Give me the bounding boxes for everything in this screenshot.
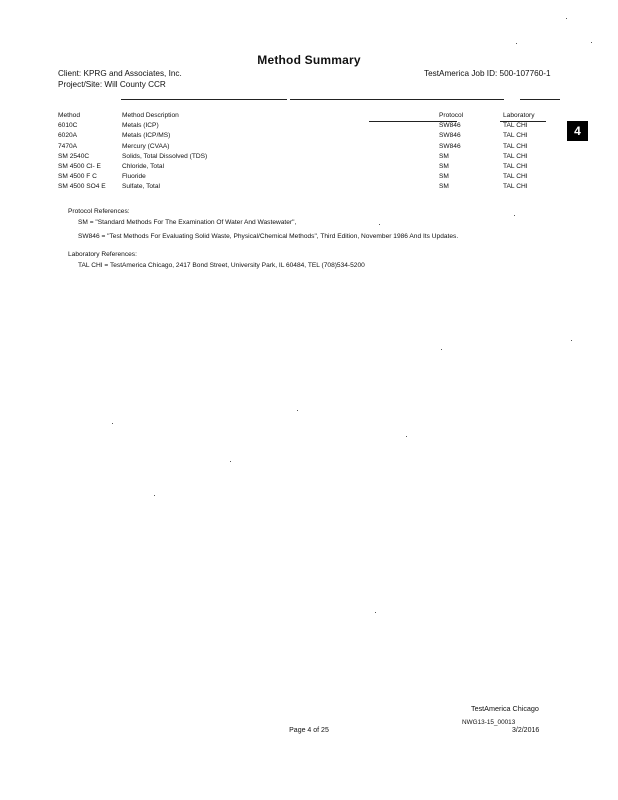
scan-speck bbox=[441, 349, 442, 350]
method-cell: SM 4500 Cl- E bbox=[58, 162, 101, 170]
table-row bbox=[58, 182, 558, 192]
footer-page-number: Page 4 of 25 bbox=[289, 727, 329, 734]
column-header-description: Method Description bbox=[122, 112, 179, 119]
scan-speck bbox=[406, 436, 407, 437]
protocol-column-underline bbox=[369, 121, 457, 122]
scan-speck bbox=[591, 42, 592, 43]
header-divider-left bbox=[121, 99, 287, 100]
table-header-row bbox=[58, 111, 558, 121]
method-cell: 6010C bbox=[58, 122, 78, 130]
table-row bbox=[58, 121, 558, 131]
scan-speck bbox=[154, 495, 155, 496]
footer-document-code: NWG13-15_00013 bbox=[462, 719, 516, 726]
scan-speck bbox=[379, 224, 380, 225]
description-cell: Fluoride bbox=[122, 173, 146, 181]
footer-date: 3/2/2016 bbox=[512, 727, 540, 734]
method-cell: 7470A bbox=[58, 142, 78, 150]
header-divider-far-right bbox=[520, 99, 560, 100]
scan-speck bbox=[375, 612, 376, 613]
method-cell: SM 4500 SO4 E bbox=[58, 183, 106, 191]
section-tab-marker: 4 bbox=[567, 121, 588, 141]
method-cell: 6020A bbox=[58, 132, 78, 140]
table-row bbox=[58, 152, 558, 162]
description-cell: Chloride, Total bbox=[122, 162, 165, 170]
column-header-method: Method bbox=[58, 112, 80, 119]
description-cell: Mercury (CVAA) bbox=[122, 142, 170, 150]
laboratory-cell: TAL CHI bbox=[503, 132, 528, 140]
column-header-protocol: Protocol bbox=[439, 112, 464, 119]
description-cell: Metals (ICP) bbox=[122, 122, 159, 130]
laboratory-reference-item: TAL CHI = TestAmerica Chicago, 2417 Bond Street, University Park, IL 60484, TEL (708)534-5200 bbox=[78, 262, 365, 269]
table-row bbox=[58, 162, 558, 172]
protocol-cell: SW846 bbox=[439, 132, 461, 140]
protocol-cell: SM bbox=[439, 173, 449, 181]
protocol-references bbox=[68, 207, 458, 242]
column-header-laboratory: Laboratory bbox=[503, 112, 535, 119]
description-cell: Solids, Total Dissolved (TDS) bbox=[122, 152, 208, 160]
laboratory-cell: TAL CHI bbox=[503, 173, 528, 181]
protocol-reference-item: SW846 = "Test Methods For Evaluating Solid Waste, Physical/Chemical Methods", Third Edition, November 1986 And Its Updates. bbox=[78, 233, 459, 240]
description-cell: Metals (ICP/MS) bbox=[122, 132, 171, 140]
laboratory-column-underline bbox=[500, 121, 546, 122]
method-summary-table bbox=[58, 111, 558, 193]
scan-speck bbox=[230, 461, 231, 462]
footer-company: TestAmerica Chicago bbox=[471, 704, 539, 713]
protocol-cell: SM bbox=[439, 152, 449, 160]
page-title: Method Summary bbox=[257, 53, 361, 67]
protocol-cell: SM bbox=[439, 162, 449, 170]
laboratory-cell: TAL CHI bbox=[503, 142, 528, 150]
header-divider-right bbox=[290, 99, 504, 100]
table-row bbox=[58, 142, 558, 152]
job-id-line: TestAmerica Job ID: 500-107760-1 bbox=[424, 69, 551, 78]
scan-speck bbox=[514, 215, 515, 216]
method-cell: SM 2540C bbox=[58, 152, 90, 160]
scan-speck bbox=[571, 340, 572, 341]
laboratory-cell: TAL CHI bbox=[503, 183, 528, 191]
scan-speck bbox=[112, 423, 113, 424]
protocol-cell: SW846 bbox=[439, 142, 461, 150]
laboratory-cell: TAL CHI bbox=[503, 162, 528, 170]
laboratory-cell: TAL CHI bbox=[503, 152, 528, 160]
laboratory-cell: TAL CHI bbox=[503, 122, 528, 130]
client-line: Client: KPRG and Associates, Inc. bbox=[58, 69, 182, 78]
protocol-reference-item: SM = "Standard Methods For The Examination Of Water And Wastewater", bbox=[78, 219, 297, 226]
scan-speck bbox=[566, 18, 567, 19]
scan-speck bbox=[297, 410, 298, 411]
reference-spacer bbox=[68, 228, 458, 231]
protocol-cell: SM bbox=[439, 183, 449, 191]
project-site-line: Project/Site: Will County CCR bbox=[58, 80, 166, 89]
table-row bbox=[58, 172, 558, 182]
description-cell: Sulfate, Total bbox=[122, 183, 161, 191]
laboratory-references bbox=[68, 250, 365, 271]
protocol-references-heading: Protocol References: bbox=[68, 208, 130, 215]
method-cell: SM 4500 F C bbox=[58, 173, 97, 181]
scan-speck bbox=[516, 43, 517, 44]
table-row bbox=[58, 131, 558, 141]
laboratory-references-heading: Laboratory References: bbox=[68, 251, 137, 258]
protocol-cell: SW846 bbox=[439, 122, 461, 130]
